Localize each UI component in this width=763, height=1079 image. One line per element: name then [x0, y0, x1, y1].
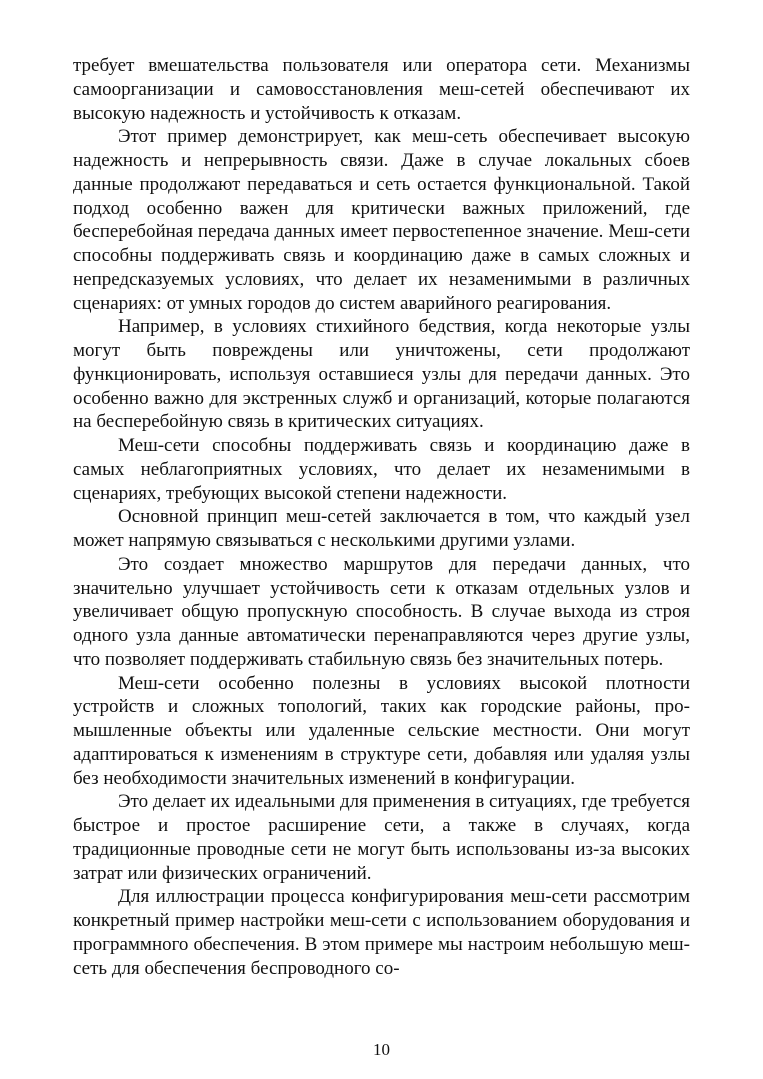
paragraph-4: Меш-сети способны поддерживать связь и координацию даже в самых неблагоприятных условиях, что делает их незаменимыми в сценариях, требующих высокой степени надежности. — [73, 435, 690, 504]
page-number: 10 — [373, 1040, 390, 1059]
paragraph-1: требует вмешательства пользователя или оператора сети. Механизмы самоорганизации и самовосстановления меш-сетей обеспечивают их высокую надежность и устойчивость к отказам. — [73, 55, 690, 124]
paragraph-3: Например, в условиях стихийного бедствия, когда некоторые узлы могут быть повреждены или уничтожены, сети продолжают функционировать, используя оставшиеся узлы для передачи данных. Это особенно важно для экстренных служб и организаций, которые полагаются на бесперебойную связь в критических ситуациях. — [73, 316, 690, 433]
paragraph-5: Основной принцип меш-сетей заключается в том, что каждый узел может напрямую связываться с несколькими другими узлами. — [73, 506, 690, 551]
paragraph-2: Этот пример демонстрирует, как меш-сеть обеспечивает высокую надежность и непрерывность связи. Даже в случае локальных сбоев данные продолжают передаваться и сеть остается функциональной. Такой подход особенно важен для критически важных приложений, где бесперебойная передача данных имеет первостепенное значение. Меш-сети способны поддерживать связь и координацию даже в самых сложных и непредсказуемых условиях, что делает их незаменимыми в различных сценариях: от умных городов до систем аварийного реагирования. — [73, 126, 690, 314]
paragraph-7: Меш-сети особенно полезны в условиях высокой плотности устройств и сложных топологий, таких как городские районы, промышленные объекты или удаленные сельские местности. Они могут адаптироваться к изменениям в структуре сети, добавляя или удаляя узлы без необходимости значительных изменений в конфигурации. — [73, 672, 690, 789]
paragraph-9: Для иллюстрации процесса конфигурирования меш-сети рассмотрим конкретный пример настройки меш-сети с использованием оборудования и программного обеспечения. В этом примере мы настроим небольшую меш-сеть для обеспечения беспроводного со- — [73, 886, 690, 979]
paragraph-8: Это делает их идеальными для применения в ситуациях, где требуется быстрое и простое расширение сети, а также в случаях, когда традиционные проводные сети не могут быть использованы из-за высоких затрат или физических ограничений. — [73, 791, 690, 884]
paragraph-6: Это создает множество маршрутов для передачи данных, что значительно улучшает устойчивость сети к отказам отдельных узлов и увеличивает общую пропускную способность. В случае выхода из строя одного узла данные автоматически перенаправляются через другие узлы, что позволяет поддерживать стабильную связь без значительных потерь. — [73, 553, 690, 670]
page-body — [73, 54, 690, 980]
